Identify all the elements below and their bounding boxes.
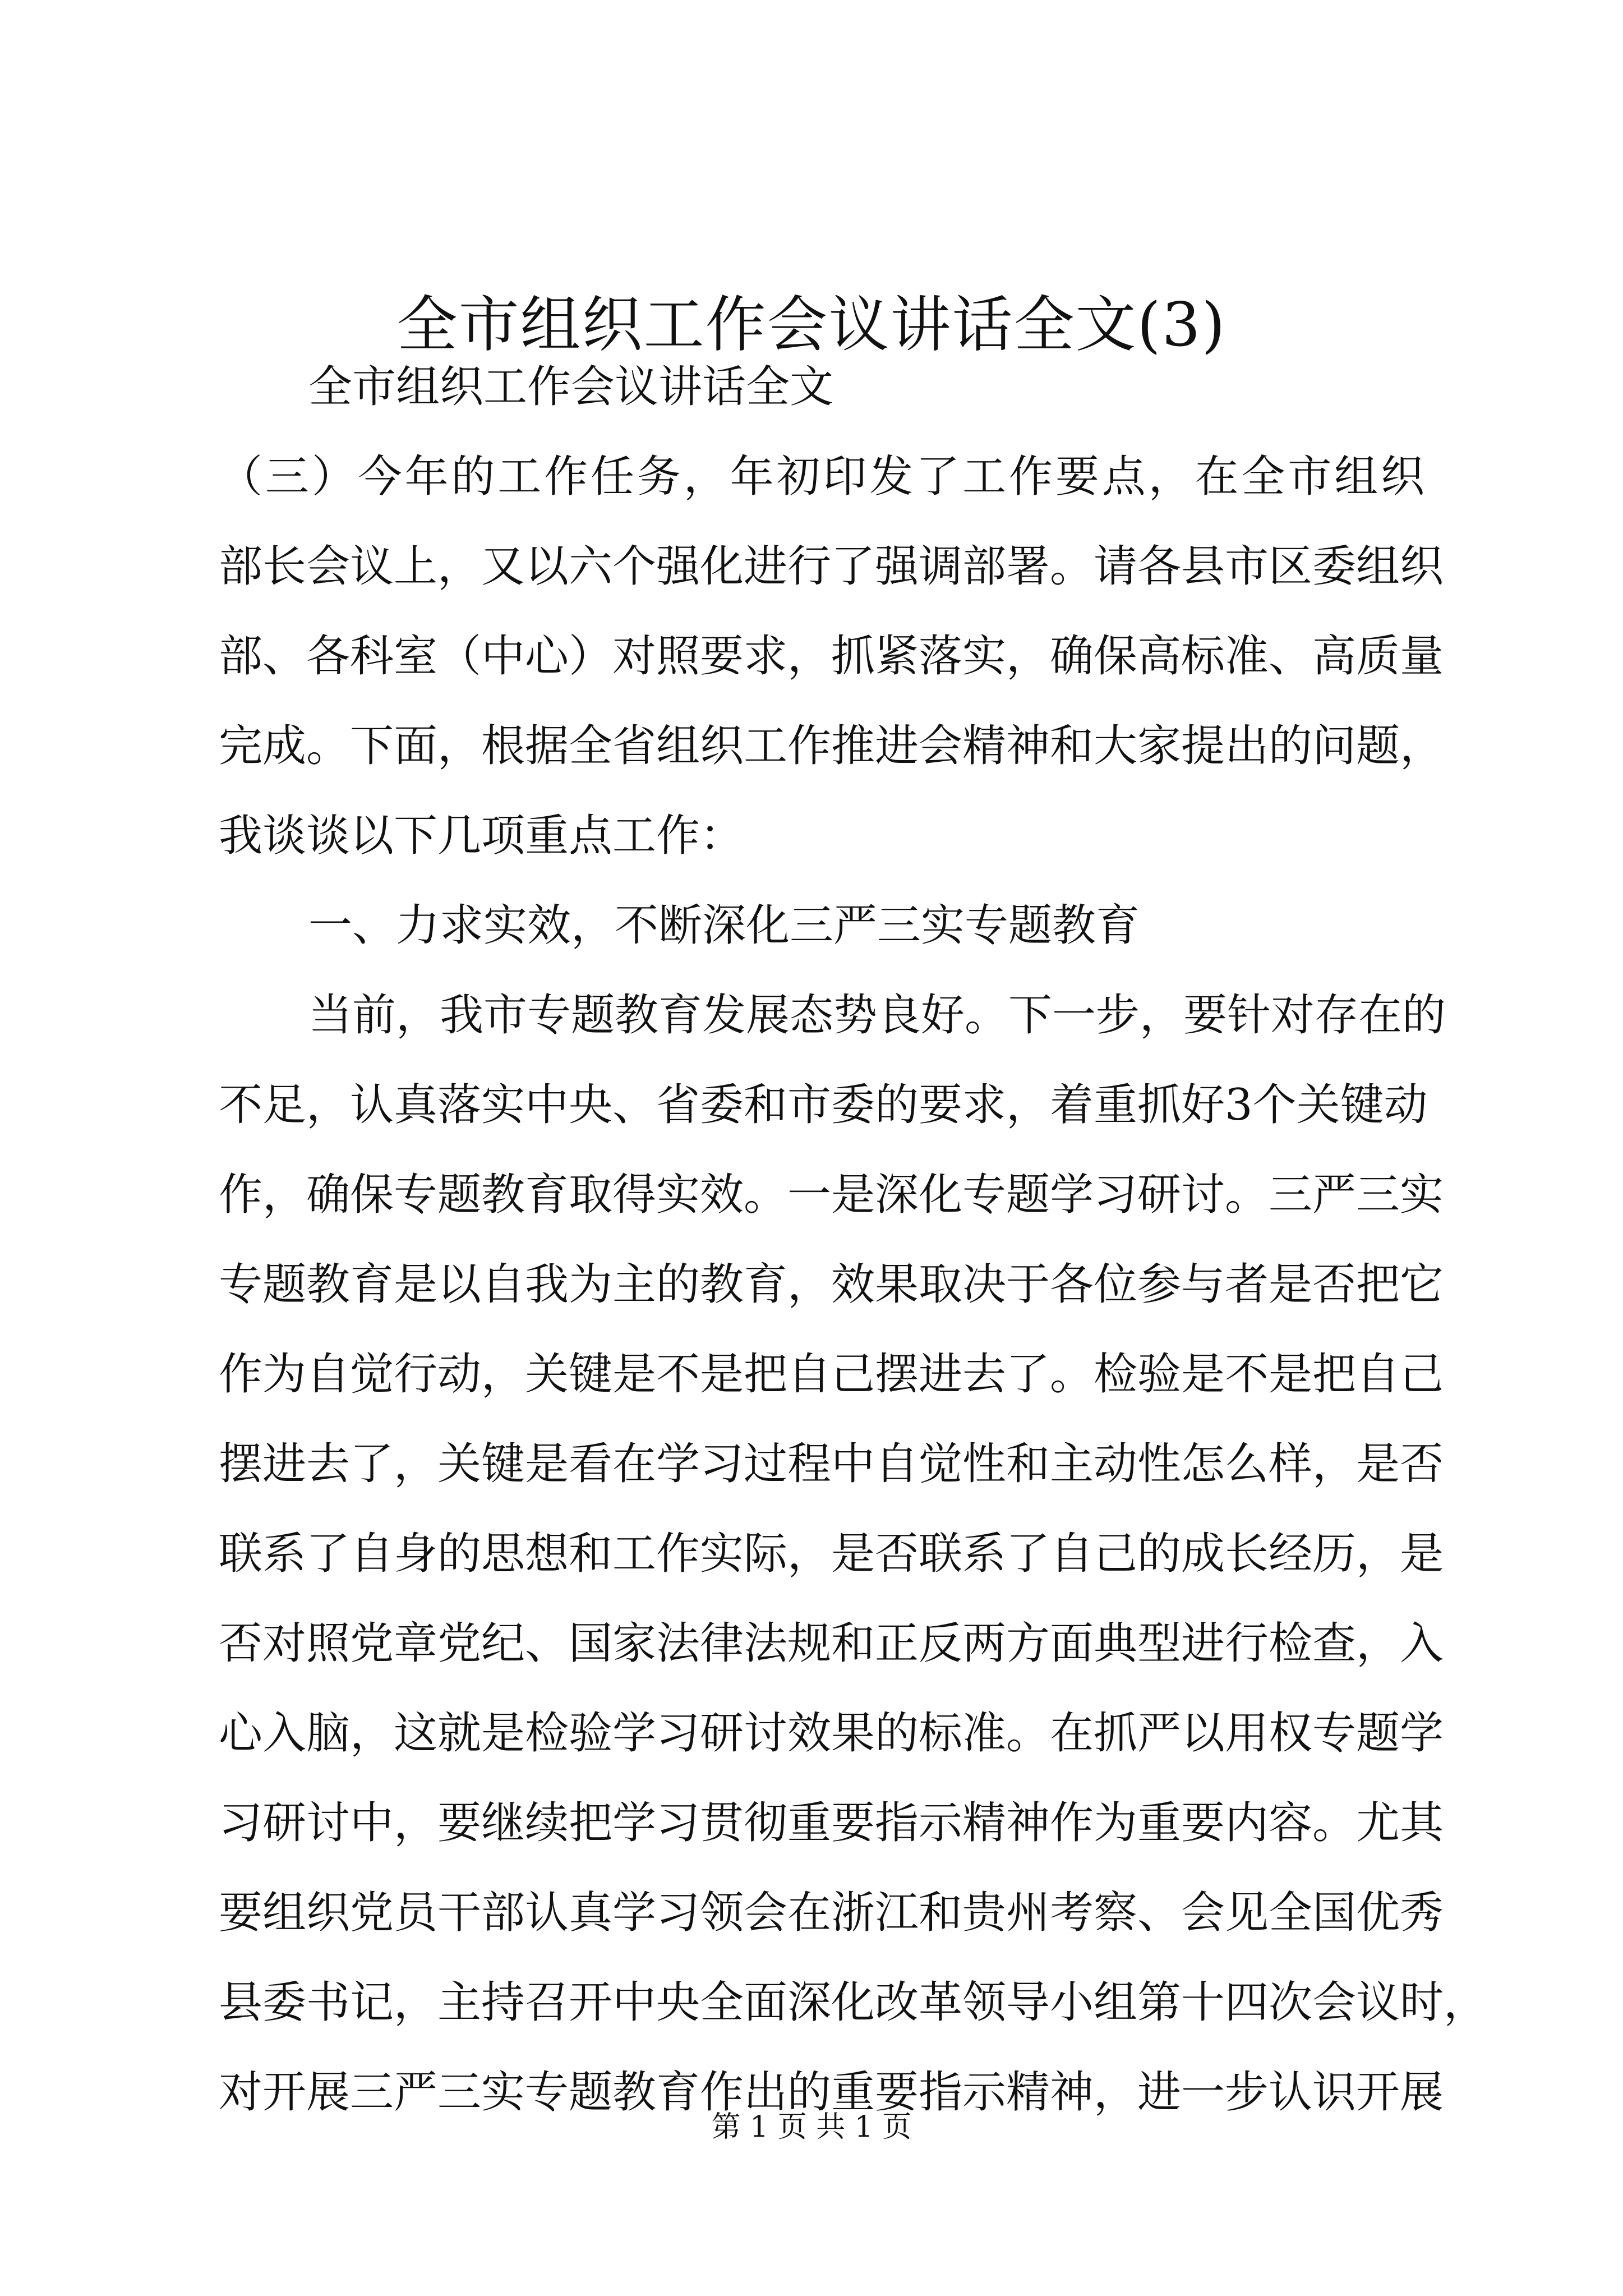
paragraph-line: 摆进去了，关键是看在学习过程中自觉性和主动性怎么样，是否: [219, 1439, 1444, 1489]
paragraph-line: 部长会议上，又以六个强化进行了强调部署。请各县市区委组织: [219, 541, 1444, 592]
paragraph-line: 县委书记，主持召开中央全面深化改革领导小组第十四次会议时，: [219, 1977, 1488, 2028]
paragraph-line: 联系了自身的思想和工作实际，是否联系了自己的成长经历，是: [219, 1529, 1444, 1579]
paragraph-line: 对开展三严三实专题教育作出的重要指示精神，进一步认识开展: [219, 2067, 1444, 2118]
paragraph-line: 部、各科室（中心）对照要求，抓紧落实，确保高标准、高质量: [219, 631, 1444, 682]
paragraph-line: 当前，我市专题教育发展态势良好。下一步，要针对存在的: [308, 990, 1446, 1041]
subtitle-line: 全市组织工作会议讲话全文: [308, 362, 834, 412]
page-footer: 第 1 页 共 1 页: [711, 2110, 912, 2144]
paragraph-line: 专题教育是以自我为主的教育，效果取决于各位参与者是否把它: [219, 1259, 1444, 1310]
document-title: 全市组织工作会议讲话全文(3): [396, 290, 1227, 360]
paragraph-line: 心入脑，这就是检验学习研讨效果的标准。在抓严以用权专题学: [219, 1708, 1444, 1759]
paragraph-line: 不足，认真落实中央、省委和市委的要求，着重抓好3个关键动: [219, 1080, 1428, 1130]
paragraph-line: （三）今年的工作任务，年初印发了工作要点，在全市组织: [219, 452, 1424, 502]
paragraph-line: 我谈谈以下几项重点工作：: [219, 811, 744, 861]
paragraph-line: 习研讨中，要继续把学习贯彻重要指示精神作为重要内容。尤其: [219, 1798, 1444, 1848]
paragraph-line: 完成。下面，根据全省组织工作推进会精神和大家提出的问题，: [219, 721, 1444, 771]
paragraph-line: 否对照党章党纪、国家法律法规和正反两方面典型进行检查，入: [219, 1618, 1444, 1669]
paragraph-line: 要组织党员干部认真学习领会在浙江和贵州考察、会见全国优秀: [219, 1888, 1444, 1938]
paragraph-line: 作，确保专题教育取得实效。一是深化专题学习研讨。三严三实: [219, 1170, 1444, 1220]
paragraph-line: 作为自觉行动，关键是不是把自己摆进去了。检验是不是把自己: [219, 1349, 1444, 1400]
section-heading: 一、力求实效，不断深化三严三实专题教育: [308, 900, 1140, 951]
